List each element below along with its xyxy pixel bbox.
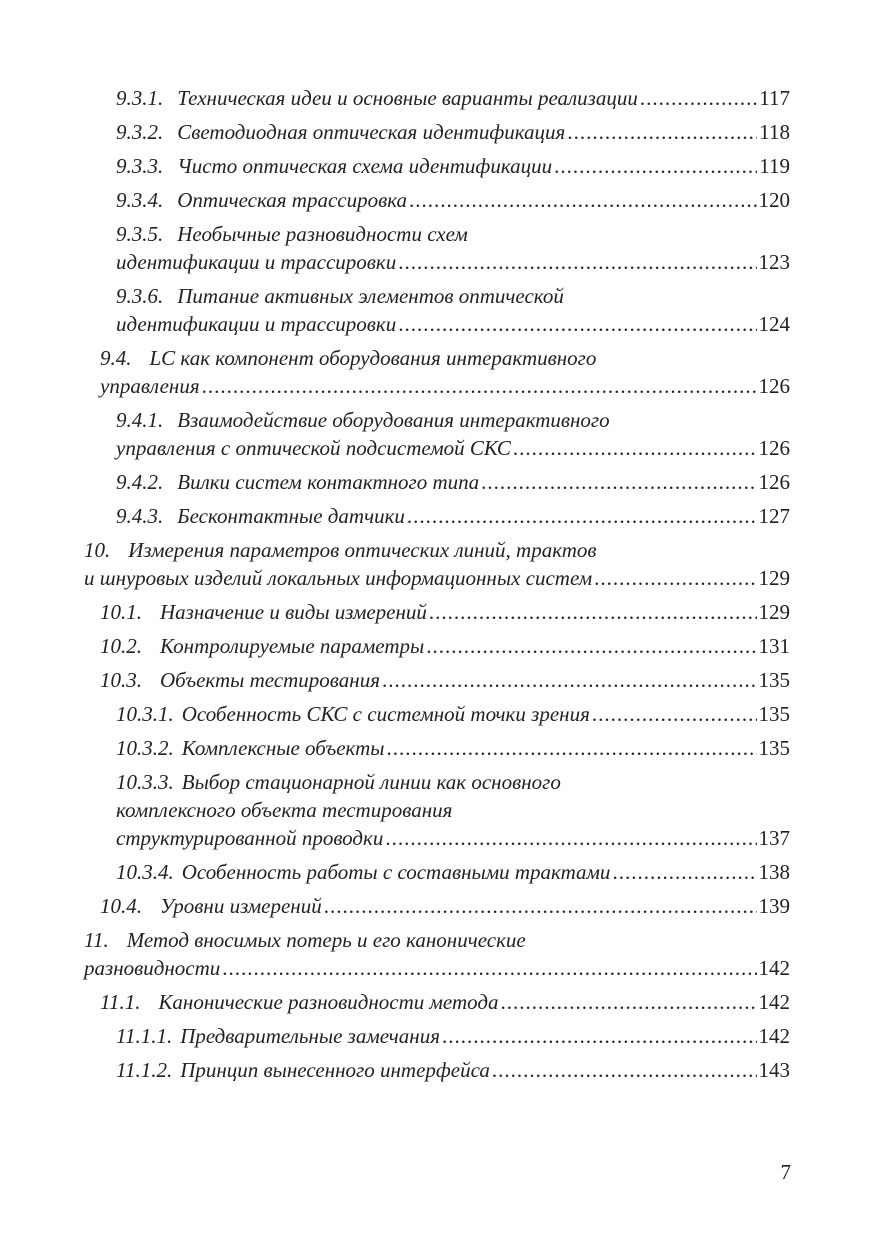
- toc-entry-number: 9.4.3.: [116, 504, 164, 528]
- toc-entry-number: 11.1.2.: [116, 1058, 173, 1082]
- dot-leader: [324, 892, 757, 920]
- dot-leader: [382, 666, 757, 694]
- toc-entry-number: 9.3.5.: [116, 222, 164, 246]
- toc-entry-page: 135: [758, 736, 790, 760]
- toc-entry-last-line: [116, 502, 790, 530]
- toc-entry-last-line: [100, 372, 790, 400]
- toc-entry-last-line: [116, 118, 790, 146]
- toc-entry-last-line: [116, 1056, 790, 1084]
- toc-entry-number: 9.3.1.: [116, 86, 164, 110]
- toc-entry-title: Светодиодная оптическая идентификация: [177, 120, 566, 144]
- toc-entry[interactable]: [116, 700, 790, 728]
- toc-entry-last-line: [116, 858, 790, 886]
- toc-entry-line: [116, 406, 790, 434]
- toc-entry-number: 10.3.3.: [116, 770, 174, 794]
- toc-entry-page: 124: [758, 312, 790, 336]
- toc-entry-line: [116, 282, 790, 310]
- toc-entry-title: Чисто оптическая схема идентификации: [177, 154, 553, 178]
- dot-leader: [492, 1056, 757, 1084]
- toc-entry-title: LC как компонент оборудования интерактивного: [149, 346, 597, 370]
- toc-entry-page: 138: [758, 860, 790, 884]
- toc-entry-title: Необычные разновидности схем: [177, 222, 468, 246]
- dot-leader: [409, 186, 757, 214]
- toc-entry-last-line: [100, 598, 790, 626]
- toc-entry-title: Уровни измерений: [160, 894, 322, 918]
- toc-entry-title: Метод вносимых потерь и его канонические: [126, 928, 526, 952]
- toc-entry-page: 135: [758, 702, 790, 726]
- dot-leader: [426, 632, 756, 660]
- toc-entry-page: 119: [759, 154, 790, 178]
- toc-entry-line: [116, 768, 790, 796]
- toc-entry[interactable]: [116, 1056, 790, 1084]
- toc-entry[interactable]: [100, 598, 790, 626]
- toc-entry-number: 10.3.1.: [116, 702, 174, 726]
- toc-entry-title: Предварительные замечания: [180, 1024, 440, 1048]
- toc-entry-last-line: [84, 954, 790, 982]
- toc-entry-number: 9.3.6.: [116, 284, 164, 308]
- toc-entry-page: 142: [758, 956, 790, 980]
- dot-leader: [442, 1022, 757, 1050]
- toc-entry[interactable]: [116, 282, 790, 338]
- toc-entry-number: 10.3.4.: [116, 860, 174, 884]
- toc-entry-number: 9.4.: [100, 346, 132, 370]
- toc-entry-last-line: [116, 152, 790, 180]
- toc-entry[interactable]: [84, 536, 790, 592]
- dot-leader: [481, 468, 756, 496]
- toc-entry[interactable]: [100, 892, 790, 920]
- toc-entry-title: комплексного объекта тестирования: [116, 798, 453, 822]
- toc-entry[interactable]: [116, 468, 790, 496]
- toc-entry[interactable]: [116, 502, 790, 530]
- toc-entry-page: 131: [758, 634, 790, 658]
- toc-entry-title: управления с оптической подсистемой СКС: [116, 436, 511, 460]
- toc-entry-page: 126: [758, 436, 790, 460]
- toc-entry-page: 120: [758, 188, 790, 212]
- dot-leader: [398, 248, 756, 276]
- toc-entry[interactable]: [84, 926, 790, 982]
- toc-entry-last-line: [116, 700, 790, 728]
- toc-entry-last-line: [116, 84, 790, 112]
- toc-entry-number: 11.1.: [100, 990, 141, 1014]
- toc-entry-page: 137: [758, 826, 790, 850]
- toc-entry-title: Бесконтактные датчики: [177, 504, 405, 528]
- toc-entry[interactable]: [116, 118, 790, 146]
- dot-leader: [592, 700, 757, 728]
- toc-entry-title: Взаимодействие оборудования интерактивного: [177, 408, 610, 432]
- toc-entry[interactable]: [116, 406, 790, 462]
- toc-entry-last-line: [116, 468, 790, 496]
- dot-leader: [429, 598, 757, 626]
- toc-entry-page: 117: [759, 86, 790, 110]
- toc-entry-last-line: [116, 310, 790, 338]
- toc-entry-number: 9.4.2.: [116, 470, 164, 494]
- toc-entry-page: 126: [758, 374, 790, 398]
- toc-entry-page: 135: [758, 668, 790, 692]
- toc-entry-title: Комплексные объекты: [181, 736, 385, 760]
- toc-entry-number: 9.3.2.: [116, 120, 164, 144]
- toc-entry-title: и шнуровых изделий локальных информационных систем: [84, 566, 593, 590]
- toc-entry-title: Питание активных элементов оптической: [177, 284, 564, 308]
- toc-entry-title: Объекты тестирования: [160, 668, 380, 692]
- toc-entry-title: Канонические разновидности метода: [158, 990, 499, 1014]
- toc-entry[interactable]: [100, 344, 790, 400]
- toc-entry-page: 118: [759, 120, 790, 144]
- toc-entry[interactable]: [100, 632, 790, 660]
- toc-entry-number: 10.1.: [100, 600, 142, 624]
- toc-entry-page: 126: [758, 470, 790, 494]
- toc-entry-title: Особенность СКС с системной точки зрения: [181, 702, 590, 726]
- toc-entry-last-line: [116, 186, 790, 214]
- toc-entry[interactable]: [116, 858, 790, 886]
- toc-entry-last-line: [116, 824, 790, 852]
- toc-entry-number: 9.3.4.: [116, 188, 164, 212]
- toc-entry-number: 9.4.1.: [116, 408, 164, 432]
- toc-entry-page: 139: [758, 894, 790, 918]
- toc-entry[interactable]: [116, 186, 790, 214]
- dot-leader: [567, 118, 757, 146]
- toc-entry-line: [84, 536, 790, 564]
- toc-entry-number: 11.: [84, 928, 109, 952]
- toc-entry-line: [116, 796, 790, 824]
- toc-entry-last-line: [116, 434, 790, 462]
- dot-leader: [594, 564, 756, 592]
- toc-entry-title: Измерения параметров оптических линий, трактов: [128, 538, 597, 562]
- dot-leader: [385, 824, 756, 852]
- toc-entry-page: 129: [758, 566, 790, 590]
- toc-entry-last-line: [116, 734, 790, 762]
- dot-leader: [500, 988, 756, 1016]
- toc-entry[interactable]: [100, 666, 790, 694]
- toc-entry-number: 9.3.3.: [116, 154, 164, 178]
- toc-entry-last-line: [100, 892, 790, 920]
- toc-entry-page: 127: [758, 504, 790, 528]
- toc-entry[interactable]: [116, 1022, 790, 1050]
- dot-leader: [398, 310, 756, 338]
- dot-leader: [554, 152, 757, 180]
- toc-entry-page: 142: [758, 990, 790, 1014]
- toc-entry-page: 142: [758, 1024, 790, 1048]
- toc-entry-title: Принцип вынесенного интерфейса: [180, 1058, 490, 1082]
- toc-entry-title: Назначение и виды измерений: [160, 600, 427, 624]
- toc-entry-title: Техническая идеи и основные варианты реализации: [177, 86, 638, 110]
- toc-entry-title: идентификации и трассировки: [116, 250, 397, 274]
- toc-entry-last-line: [100, 666, 790, 694]
- toc-entry-title: Вилки систем контактного типа: [177, 470, 480, 494]
- page-number: 7: [780, 1160, 791, 1184]
- toc-entry-title: Оптическая трассировка: [177, 188, 407, 212]
- table-of-contents: [0, 84, 875, 1084]
- toc-entry[interactable]: [116, 220, 790, 276]
- toc-entry-title: Контролируемые параметры: [160, 634, 425, 658]
- dot-leader: [612, 858, 756, 886]
- toc-entry[interactable]: [116, 734, 790, 762]
- toc-entry-last-line: [116, 1022, 790, 1050]
- toc-entry-title: Выбор стационарной линии как основного: [181, 770, 561, 794]
- toc-entry-number: 10.3.2.: [116, 736, 174, 760]
- toc-entry-number: 10.: [84, 538, 111, 562]
- toc-entry-last-line: [84, 564, 790, 592]
- toc-entry[interactable]: [116, 152, 790, 180]
- dot-leader: [513, 434, 757, 462]
- toc-entry-number: 10.4.: [100, 894, 142, 918]
- toc-entry-page: 123: [758, 250, 790, 274]
- toc-entry-page: 129: [758, 600, 790, 624]
- toc-entry[interactable]: [100, 988, 790, 1016]
- toc-entry-title: управления: [100, 374, 200, 398]
- dot-leader: [640, 84, 757, 112]
- dot-leader: [202, 372, 757, 400]
- toc-entry-number: 10.3.: [100, 668, 142, 692]
- toc-entry-line: [100, 344, 790, 372]
- toc-entry-page: 143: [758, 1058, 790, 1082]
- toc-entry-title: идентификации и трассировки: [116, 312, 397, 336]
- toc-entry[interactable]: [116, 84, 790, 112]
- toc-entry-last-line: [100, 988, 790, 1016]
- toc-entry-title: разновидности: [84, 956, 221, 980]
- toc-entry-line: [116, 220, 790, 248]
- toc-entry-title: структурированной проводки: [116, 826, 384, 850]
- toc-entry[interactable]: [116, 768, 790, 852]
- toc-entry-last-line: [116, 248, 790, 276]
- toc-entry-number: 10.2.: [100, 634, 142, 658]
- toc-entry-title: Особенность работы с составными трактами: [181, 860, 611, 884]
- dot-leader: [222, 954, 756, 982]
- toc-entry-number: 11.1.1.: [116, 1024, 173, 1048]
- toc-entry-last-line: [100, 632, 790, 660]
- dot-leader: [386, 734, 756, 762]
- toc-entry-line: [84, 926, 790, 954]
- dot-leader: [407, 502, 757, 530]
